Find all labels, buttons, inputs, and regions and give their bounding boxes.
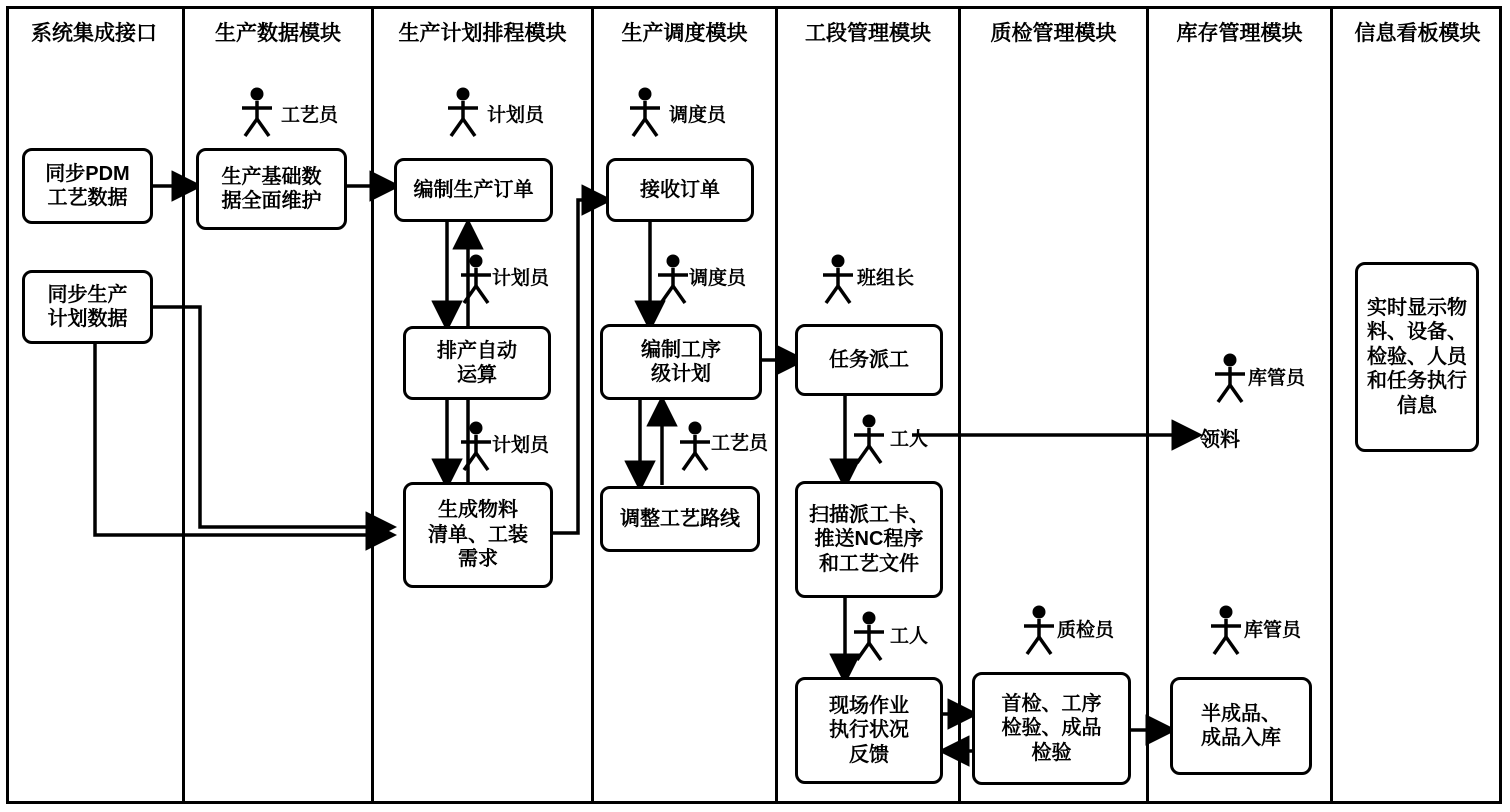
actor-planner-3-label: 计划员 bbox=[492, 435, 550, 456]
actor-planner-1-icon bbox=[440, 86, 486, 138]
actor-process-engineer-1-icon bbox=[234, 86, 280, 138]
node-adjust-route[interactable]: 调整工艺路线 bbox=[600, 486, 760, 552]
actor-process-engineer-2-label: 工艺员 bbox=[711, 433, 769, 454]
lane-title-workshop-management: 工段管理模块 bbox=[805, 22, 931, 45]
node-receive-order[interactable]: 接收订单 bbox=[606, 158, 754, 222]
actor-storekeeper-1-label: 库管员 bbox=[1248, 368, 1306, 389]
node-warehouse-in[interactable]: 半成品、 成品入库 bbox=[1170, 677, 1312, 775]
node-sync-pdm[interactable]: 同步PDM 工艺数据 bbox=[22, 148, 153, 224]
actor-inspector-icon bbox=[1016, 604, 1062, 656]
actor-worker-2-icon bbox=[846, 610, 892, 662]
node-process-plan[interactable]: 编制工序 级计划 bbox=[600, 324, 762, 400]
lane-title-quality-management: 质检管理模块 bbox=[990, 22, 1117, 45]
lane-title-production-plan: 生产计划排程模块 bbox=[398, 22, 567, 45]
node-generate-bom[interactable]: 生成物料 清单、工装 需求 bbox=[403, 482, 553, 588]
node-create-order[interactable]: 编制生产订单 bbox=[394, 158, 553, 222]
node-onsite-feedback[interactable]: 现场作业 执行状况 反馈 bbox=[795, 677, 943, 784]
node-auto-scheduling[interactable]: 排产自动 运算 bbox=[403, 326, 551, 400]
actor-planner-1-label: 计划员 bbox=[487, 105, 545, 126]
actor-storekeeper-1-icon bbox=[1207, 352, 1253, 404]
node-base-data-maintain[interactable]: 生产基础数 据全面维护 bbox=[196, 148, 347, 230]
actor-inspector-label: 质检员 bbox=[1057, 620, 1115, 641]
node-scan-card[interactable]: 扫描派工卡、 推送NC程序 和工艺文件 bbox=[795, 481, 943, 598]
node-inspection[interactable]: 首检、工序 检验、成品 检验 bbox=[972, 672, 1131, 785]
node-dashboard-info[interactable]: 实时显示物 料、设备、 检验、人员 和任务执行 信息 bbox=[1355, 262, 1479, 452]
node-sync-plan[interactable]: 同步生产 计划数据 bbox=[22, 270, 153, 344]
node-task-dispatch[interactable]: 任务派工 bbox=[795, 324, 943, 396]
label-material-pick: 领料 bbox=[1200, 429, 1240, 451]
actor-storekeeper-2-icon bbox=[1203, 604, 1249, 656]
lane-title-dashboard: 信息看板模块 bbox=[1354, 22, 1481, 45]
actor-worker-1-icon bbox=[846, 413, 892, 465]
actor-dispatcher-1-icon bbox=[622, 86, 668, 138]
lane-title-production-data: 生产数据模块 bbox=[215, 22, 341, 45]
actor-dispatcher-1-label: 调度员 bbox=[669, 105, 727, 126]
actor-storekeeper-2-label: 库管员 bbox=[1244, 620, 1302, 641]
lane-title-inventory-management: 库存管理模块 bbox=[1176, 22, 1303, 45]
actor-planner-2-label: 计划员 bbox=[492, 268, 550, 289]
actor-team-leader-icon bbox=[815, 253, 861, 305]
actor-worker-2-label: 工人 bbox=[890, 626, 929, 647]
lane-title-system-integration: 系统集成接口 bbox=[31, 22, 157, 45]
actor-team-leader-label: 班组长 bbox=[857, 268, 915, 289]
actor-dispatcher-2-label: 调度员 bbox=[689, 268, 747, 289]
lane-title-production-schedule: 生产调度模块 bbox=[621, 22, 748, 45]
actor-worker-1-label: 工人 bbox=[890, 429, 929, 450]
actor-process-engineer-1-label: 工艺员 bbox=[281, 105, 339, 126]
